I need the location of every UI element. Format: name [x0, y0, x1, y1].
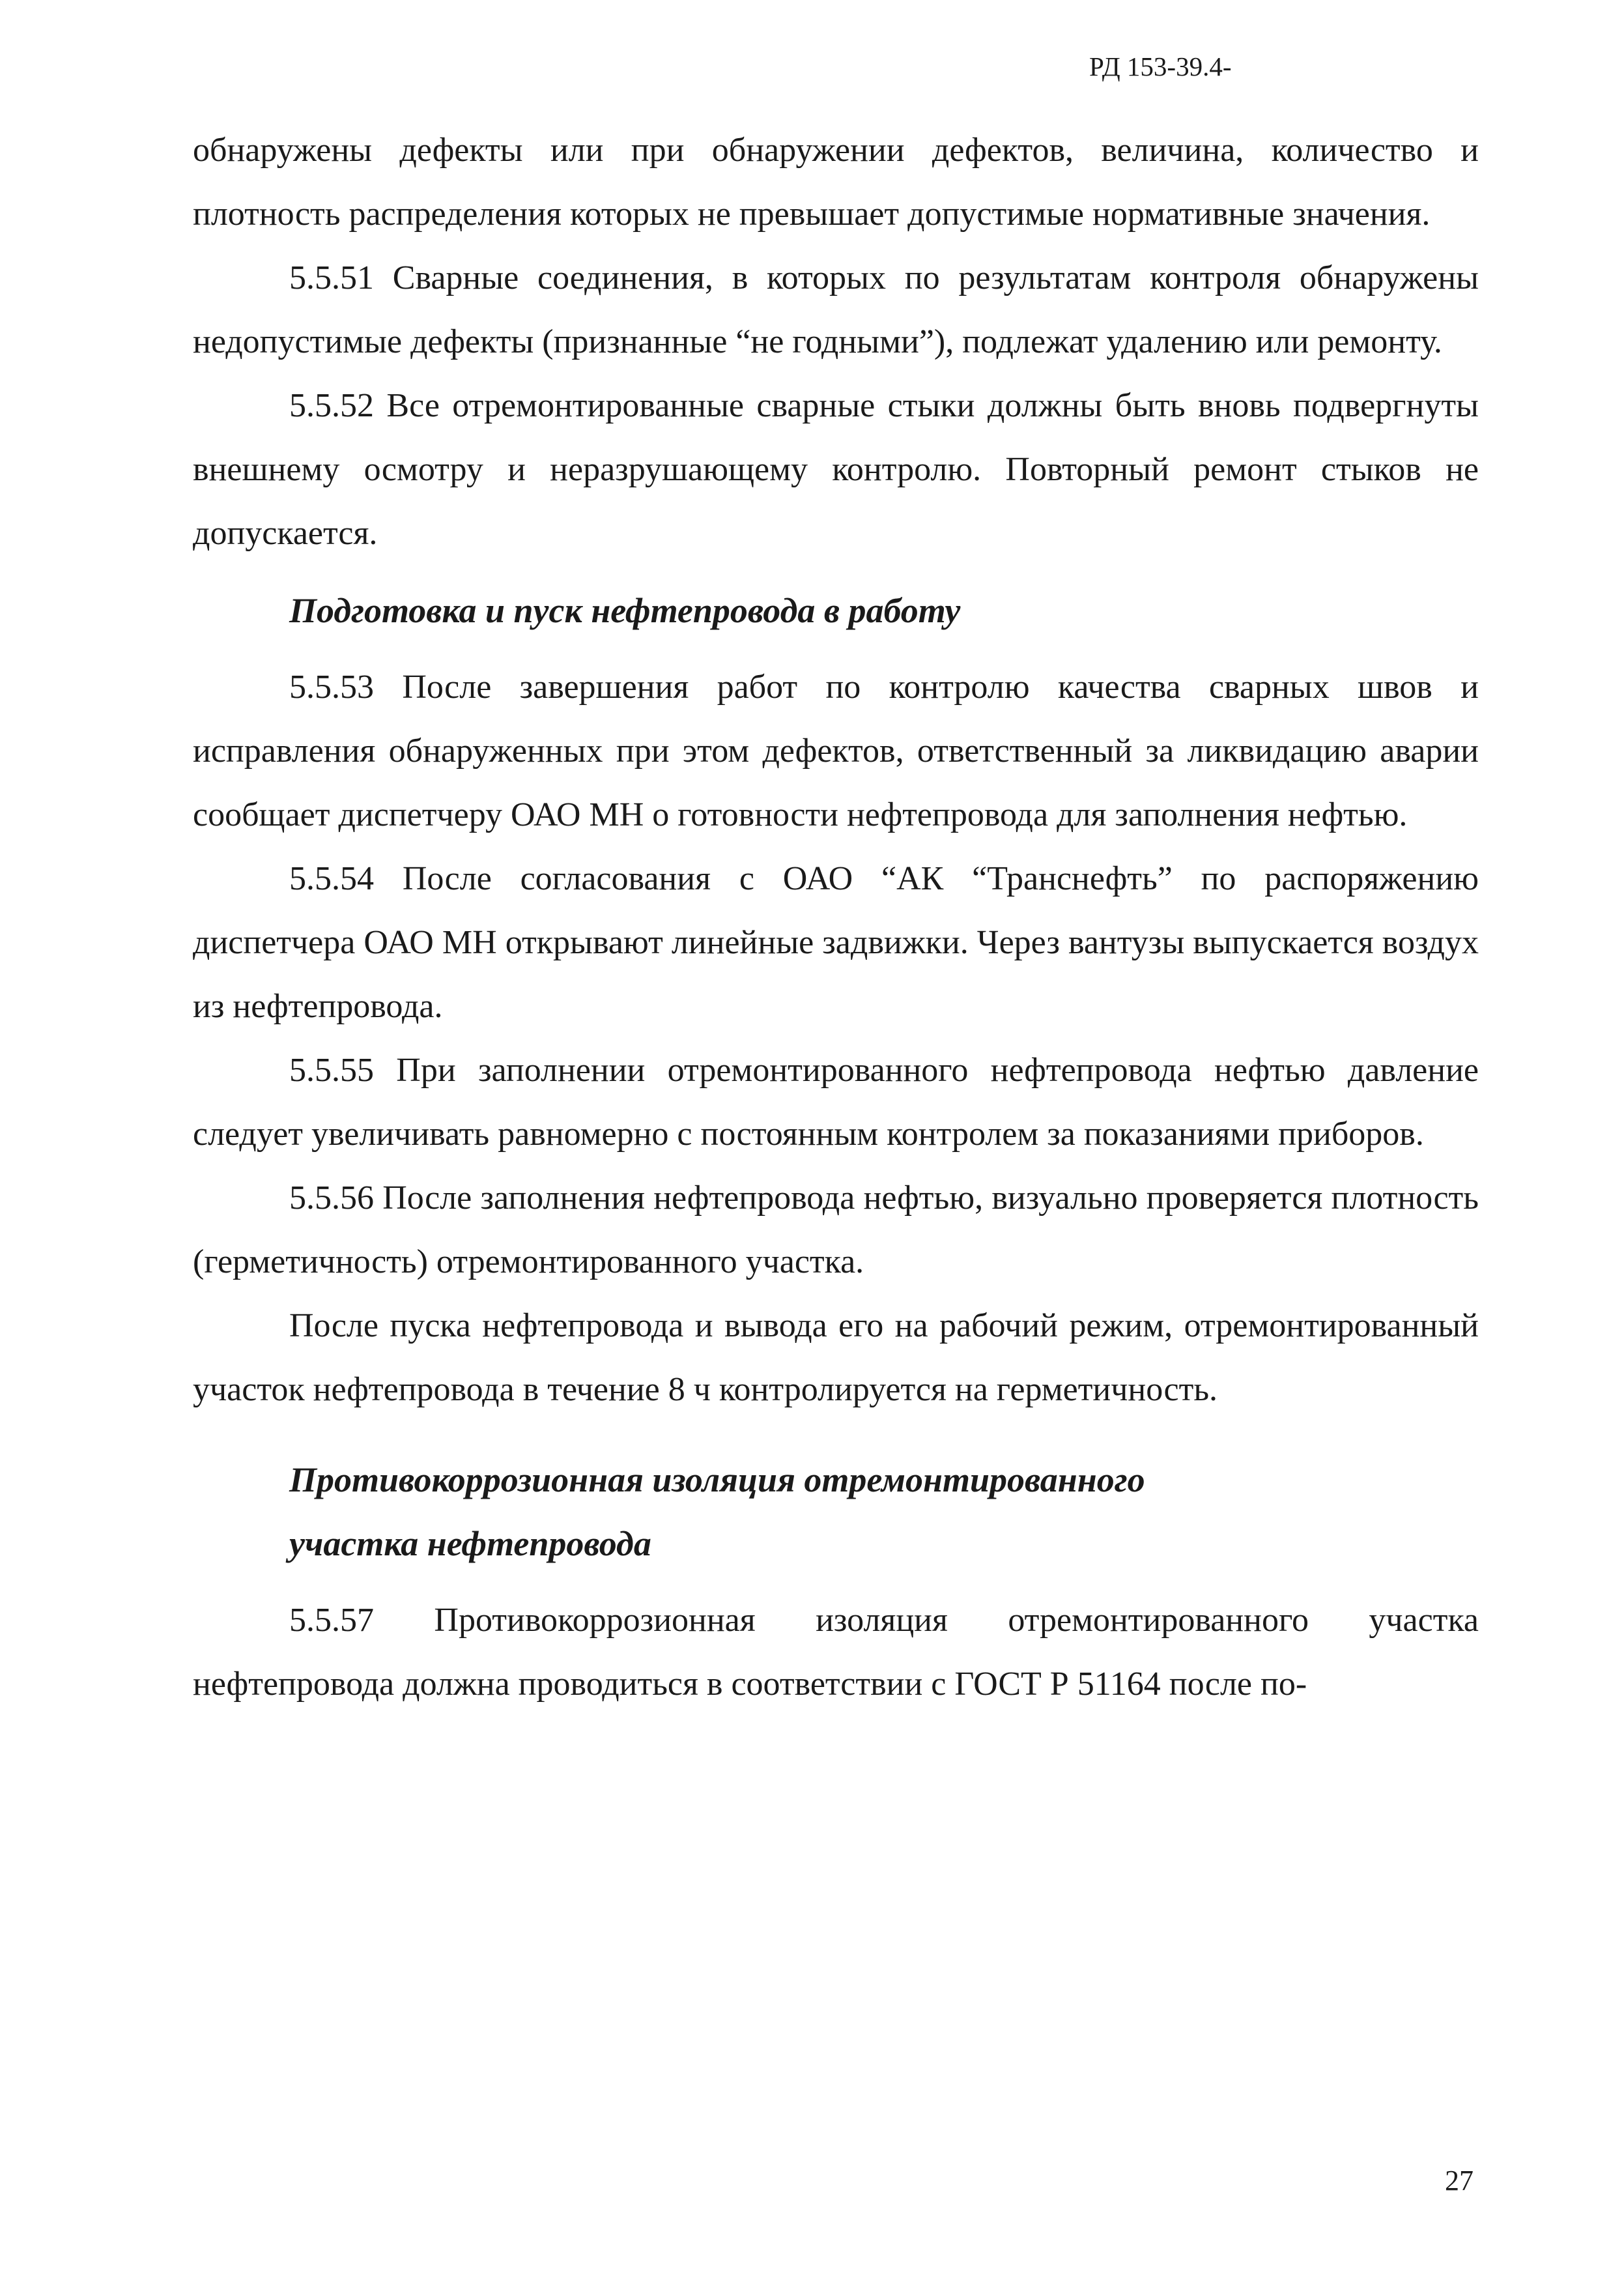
paragraph-after-start: После пуска нефтепровода и вывода его на рабочий режим, отремонтированный участок нефтепровода в течение 8 ч контролируется на герметичность.: [193, 1307, 1479, 1408]
paragraph-5-5-55: 5.5.55 При заполнении отремонтированного нефтепровода нефтью давление следует увеличивать равномерно с постоянным контролем за показаниями приборов.: [193, 1052, 1479, 1153]
section-heading-insulation-line2: участка нефтепровода: [289, 1524, 651, 1563]
paragraph-5-5-54: 5.5.54 После согласования с ОАО “АК “Транснефть” по распоряжению диспетчера ОАО МН открывают линейные задвижки. Через вантузы выпускается воздух из нефтепровода.: [193, 860, 1479, 1025]
section-heading-insulation-line1: Противокоррозионная изоляция отремонтированного: [289, 1460, 1145, 1499]
paragraph-5-5-56: 5.5.56 После заполнения нефтепровода нефтью, визуально проверяется плотность (герметичность) отремонтированного участка.: [193, 1179, 1479, 1280]
document-code: РД 153-39.4-: [1089, 51, 1232, 81]
paragraph-5-5-52: 5.5.52 Все отремонтированные сварные стыки должны быть вновь подвергнуты внешнему осмотру и неразрушающему контролю. Повторный ремонт стыков не допускается.: [193, 387, 1479, 552]
page-number: 27: [1445, 2165, 1474, 2197]
paragraph-5-5-51: 5.5.51 Сварные соединения, в которых по результатам контроля обнаружены недопустимые дефекты (признанные “не годными”), подлежат удалению или ремонту.: [193, 259, 1479, 360]
paragraph-5-5-53: 5.5.53 После завершения работ по контролю качества сварных швов и исправления обнаруженных при этом дефектов, ответственный за ликвидацию аварии сообщает диспетчеру ОАО МН о готовности нефтепровода для заполнения нефтью.: [193, 669, 1479, 833]
section-heading-start: Подготовка и пуск нефтепровода в работу: [289, 591, 961, 630]
paragraph-continuation: обнаружены дефекты или при обнаружении дефектов, величина, количество и плотность распределения которых не превышает допустимые нормативные значения.: [193, 132, 1479, 233]
paragraph-5-5-57: 5.5.57 Противокоррозионная изоляция отремонтированного участка нефтепровода должна проводиться в соответствии с ГОСТ Р 51164 после по-: [193, 1602, 1479, 1703]
page-body: [193, 119, 1479, 1716]
